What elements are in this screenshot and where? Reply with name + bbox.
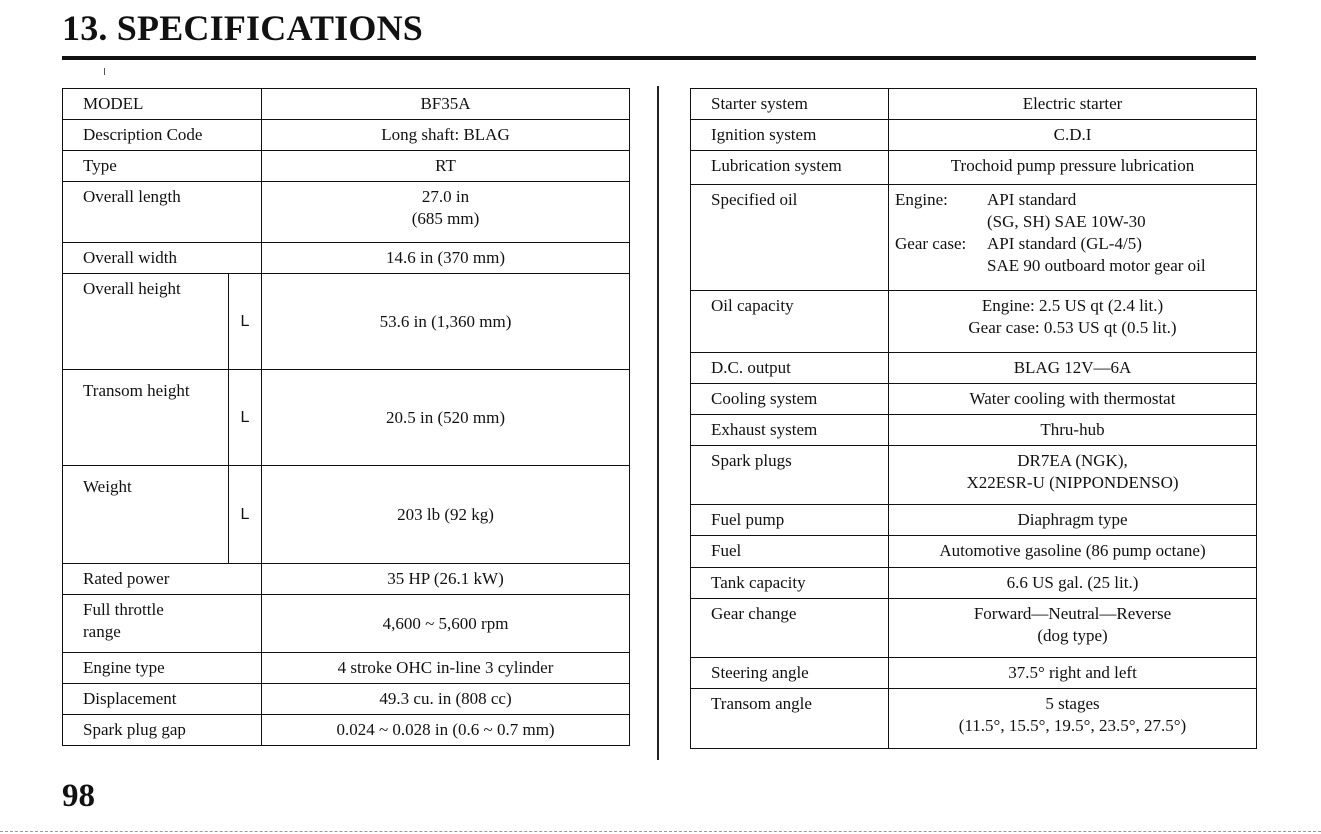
spec-table-right: [690, 88, 1257, 749]
table-row: [63, 466, 630, 564]
table-row: [63, 120, 630, 151]
table-row: [691, 120, 1257, 151]
shaft-length-mark: L: [229, 466, 262, 564]
spec-value: 37.5° right and left: [889, 658, 1257, 689]
spec-label: Lubrication system: [691, 151, 889, 185]
value-line: (11.5°, 15.5°, 19.5°, 23.5°, 27.5°): [958, 716, 1187, 735]
spec-label: Specified oil: [691, 185, 889, 291]
spec-value: Thru-hub: [889, 415, 1257, 446]
table-row: [691, 658, 1257, 689]
spec-label: Spark plug gap: [63, 715, 262, 746]
spec-value: 35 HP (26.1 kW): [262, 564, 630, 595]
value-line: X22ESR-U (NIPPONDENSO): [966, 473, 1179, 492]
spec-label: Starter system: [691, 89, 889, 120]
page-title: 13. SPECIFICATIONS: [62, 8, 423, 48]
label-line: Full throttle: [83, 600, 164, 619]
spec-label: Transom angle: [691, 689, 889, 749]
spec-label: Cooling system: [691, 384, 889, 415]
spec-value: Water cooling with thermostat: [889, 384, 1257, 415]
spec-value: 203 lb (92 kg): [262, 466, 630, 564]
spec-value: Diaphragm type: [889, 505, 1257, 536]
spec-value: [889, 446, 1257, 505]
table-row: [63, 564, 630, 595]
spec-label: Displacement: [63, 684, 262, 715]
table-row: [63, 715, 630, 746]
shaft-length-mark: L: [229, 370, 262, 466]
spec-label: Overall length: [63, 182, 262, 243]
spec-value: Automotive gasoline (86 pump octane): [889, 536, 1257, 568]
spec-value: [262, 182, 630, 243]
spec-value: 0.024 ~ 0.028 in (0.6 ~ 0.7 mm): [262, 715, 630, 746]
spec-value: 14.6 in (370 mm): [262, 243, 630, 274]
column-divider: [657, 86, 659, 760]
table-row: [63, 182, 630, 243]
table-row: [63, 243, 630, 274]
oil-engine-row: [895, 189, 1248, 211]
table-row: [691, 599, 1257, 658]
spec-value: 53.6 in (1,360 mm): [262, 274, 630, 370]
spec-label: Engine type: [63, 653, 262, 684]
value-line: Gear case: 0.53 US qt (0.5 lit.): [968, 318, 1177, 337]
table-row: [63, 274, 630, 370]
table-row: [691, 151, 1257, 185]
oil-engine-value-cont: (SG, SH) SAE 10W-30: [987, 212, 1146, 231]
spec-value: C.D.I: [889, 120, 1257, 151]
spec-label: [63, 595, 262, 653]
table-row: [63, 684, 630, 715]
spec-value: 20.5 in (520 mm): [262, 370, 630, 466]
spec-label: Weight: [63, 466, 229, 564]
spec-label: Tank capacity: [691, 568, 889, 599]
spec-label: Fuel pump: [691, 505, 889, 536]
value-line: (dog type): [1037, 626, 1108, 645]
table-row: [63, 151, 630, 182]
spec-label: Exhaust system: [691, 415, 889, 446]
spec-value: 49.3 cu. in (808 cc): [262, 684, 630, 715]
table-row: [691, 291, 1257, 353]
table-row: [63, 89, 630, 120]
spec-label: Overall height: [63, 274, 229, 370]
spec-table-left: [62, 88, 630, 746]
table-row: [63, 595, 630, 653]
spec-value: Trochoid pump pressure lubrication: [889, 151, 1257, 185]
spec-value: BF35A: [262, 89, 630, 120]
oil-gear-value: API standard (GL-4/5): [987, 234, 1142, 253]
spec-value: 6.6 US gal. (25 lit.): [889, 568, 1257, 599]
spec-label: D.C. output: [691, 353, 889, 384]
table-row: [691, 505, 1257, 536]
spec-value: Long shaft: BLAG: [262, 120, 630, 151]
table-row: [691, 353, 1257, 384]
spec-label: Overall width: [63, 243, 262, 274]
spec-value: RT: [262, 151, 630, 182]
value-line: (685 mm): [411, 209, 480, 228]
label-line: range: [83, 622, 121, 641]
decorative-tick: [104, 68, 105, 75]
page-number: 98: [62, 778, 95, 814]
spec-value: [889, 291, 1257, 353]
table-row: [691, 89, 1257, 120]
spec-label: Type: [63, 151, 262, 182]
specified-oil-value: [889, 185, 1257, 291]
spec-label: Rated power: [63, 564, 262, 595]
table-row: [63, 370, 630, 466]
spec-value: 4,600 ~ 5,600 rpm: [262, 595, 630, 653]
table-row: [691, 185, 1257, 291]
spec-label: Steering angle: [691, 658, 889, 689]
oil-engine-value: API standard: [987, 190, 1077, 209]
spec-label: Ignition system: [691, 120, 889, 151]
spec-label: Oil capacity: [691, 291, 889, 353]
page-bottom-border: [0, 831, 1321, 832]
oil-gear-key: Gear case:: [895, 234, 967, 253]
spec-label: Description Code: [63, 120, 262, 151]
spec-label: Gear change: [691, 599, 889, 658]
table-row: [691, 689, 1257, 749]
oil-engine-key: Engine:: [895, 190, 948, 209]
spec-label: Spark plugs: [691, 446, 889, 505]
value-line: 5 stages: [1045, 694, 1100, 713]
table-row: [63, 653, 630, 684]
table-row: [691, 568, 1257, 599]
value-line: 27.0 in: [421, 187, 470, 206]
value-line: Engine: 2.5 US qt (2.4 lit.): [981, 296, 1164, 315]
value-line: DR7EA (NGK),: [1017, 451, 1128, 470]
table-row: [691, 384, 1257, 415]
shaft-length-mark: L: [229, 274, 262, 370]
spec-value: [889, 599, 1257, 658]
table-row: [691, 536, 1257, 568]
table-row: [691, 415, 1257, 446]
oil-gear-row: [895, 233, 1248, 255]
oil-gear-value-cont: SAE 90 outboard motor gear oil: [987, 256, 1206, 275]
spec-value: [889, 689, 1257, 749]
spec-label: MODEL: [63, 89, 262, 120]
table-row: [691, 446, 1257, 505]
spec-value: BLAG 12V—6A: [889, 353, 1257, 384]
spec-value: 4 stroke OHC in-line 3 cylinder: [262, 653, 630, 684]
spec-value: Electric starter: [889, 89, 1257, 120]
title-rule: [62, 56, 1256, 60]
spec-label: Transom height: [63, 370, 229, 466]
spec-label: Fuel: [691, 536, 889, 568]
value-line: Forward—Neutral—Reverse: [973, 604, 1172, 623]
